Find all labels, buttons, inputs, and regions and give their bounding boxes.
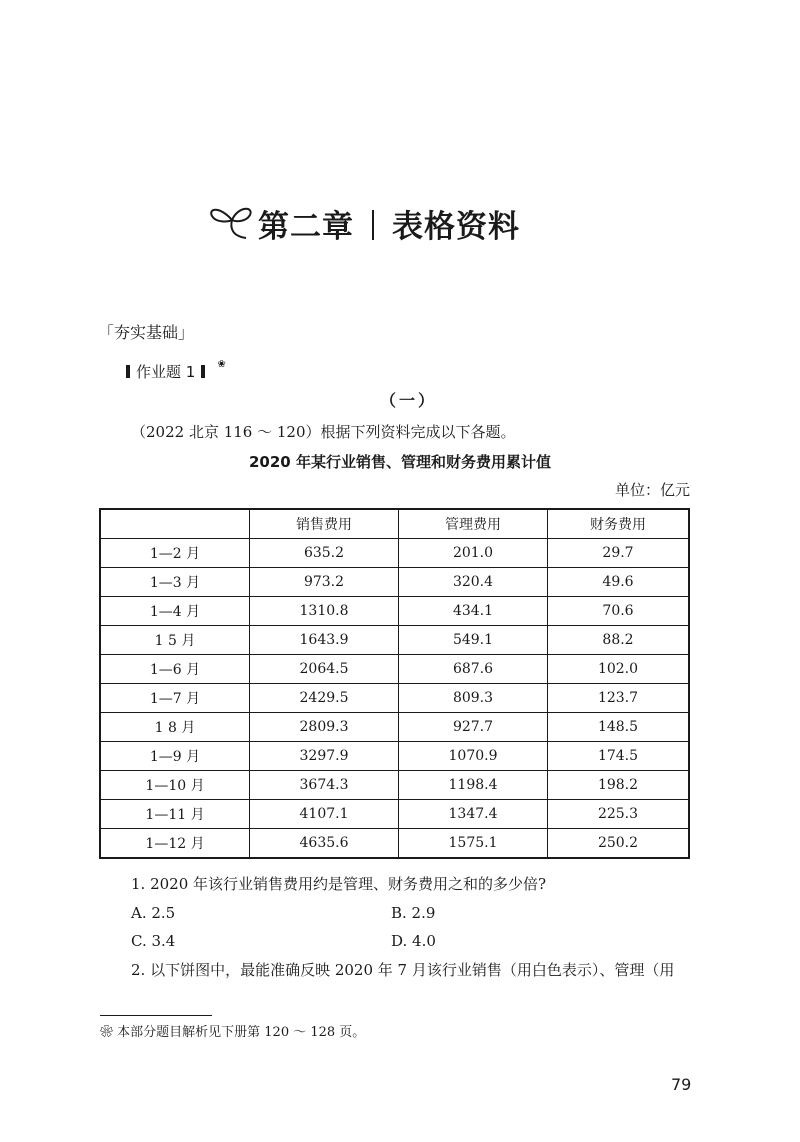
cell-management: 434.1 (399, 597, 548, 626)
table-row (100, 713, 689, 742)
part-label: （一） (380, 391, 438, 410)
flower-icon: ❀ (217, 359, 226, 370)
cell-finance: 102.0 (548, 655, 690, 684)
cell-sales: 1310.8 (250, 597, 399, 626)
cell-management: 809.3 (399, 684, 548, 713)
cell-sales: 3674.3 (250, 771, 399, 800)
cell-sales: 4107.1 (250, 800, 399, 829)
intro-text: （2022 北京 116 ～ 120）根据下列资料完成以下各题。 (131, 423, 516, 441)
cell-management: 1575.1 (399, 829, 548, 859)
cell-finance: 225.3 (548, 800, 690, 829)
header-cell-sales: 销售费用 (250, 509, 399, 539)
cell-sales: 2064.5 (250, 655, 399, 684)
option-a: A. 2.5 (131, 904, 176, 922)
cell-sales: 635.2 (250, 539, 399, 568)
cell-sales: 973.2 (250, 568, 399, 597)
task-label-text: 作业题 1 (136, 363, 196, 381)
task-bar-left (126, 365, 130, 378)
sprout-icon (206, 196, 258, 244)
option-c: C. 3.4 (131, 932, 176, 950)
task-label (120, 361, 226, 386)
table-row (100, 829, 689, 859)
table-row (100, 684, 689, 713)
footnote-text: 本部分题目解析见下册第 120 ～ 128 页。 (117, 1025, 366, 1040)
question-2: 2. 以下饼图中，最能准确反映 2020 年 7 月该行业销售（用白色表示）、管理（用 (131, 961, 675, 979)
cell-period: 1—4 月 (100, 597, 250, 626)
cell-period: 1—12 月 (100, 829, 250, 859)
cell-finance: 148.5 (548, 713, 690, 742)
header-cell-management: 管理费用 (399, 509, 548, 539)
table-row (100, 800, 689, 829)
cell-finance: 123.7 (548, 684, 690, 713)
footnote-rule (100, 1015, 212, 1016)
cell-period: 1—10 月 (100, 771, 250, 800)
table-header-row (100, 509, 689, 539)
table-row (100, 539, 689, 568)
table-row (100, 771, 689, 800)
cell-period: 1—11 月 (100, 800, 250, 829)
cell-period: 1—9 月 (100, 742, 250, 771)
header-cell-period (100, 509, 250, 539)
cell-management: 1198.4 (399, 771, 548, 800)
table-row (100, 655, 689, 684)
chapter-divider (372, 210, 374, 240)
expense-table (99, 508, 690, 859)
cell-sales: 2809.3 (250, 713, 399, 742)
section-bracket-close: 」 (178, 323, 195, 342)
cell-period: 1 8 月 (100, 713, 250, 742)
cell-management: 927.7 (399, 713, 548, 742)
cell-period: 1—2 月 (100, 539, 250, 568)
cell-finance: 29.7 (548, 539, 690, 568)
cell-management: 1347.4 (399, 800, 548, 829)
section-bracket-open: 「 (98, 323, 115, 342)
section-label (98, 322, 194, 344)
option-b: B. 2.9 (391, 904, 436, 922)
question-1: 1. 2020 年该行业销售费用约是管理、财务费用之和的多少倍? (131, 875, 547, 893)
cell-period: 1—7 月 (100, 684, 250, 713)
cell-finance: 88.2 (548, 626, 690, 655)
cell-finance: 49.6 (548, 568, 690, 597)
cell-period: 1—3 月 (100, 568, 250, 597)
cell-management: 687.6 (399, 655, 548, 684)
table-row (100, 626, 689, 655)
cell-finance: 250.2 (548, 829, 690, 859)
option-d: D. 4.0 (391, 932, 436, 950)
task-bar-right (201, 365, 205, 378)
cell-finance: 174.5 (548, 742, 690, 771)
chapter-title: 表格资料 (392, 209, 520, 245)
table-row (100, 568, 689, 597)
cell-period: 1 5 月 (100, 626, 250, 655)
chapter-heading (258, 205, 520, 249)
cell-sales: 4635.6 (250, 829, 399, 859)
table-row (100, 597, 689, 626)
header-cell-finance: 财务费用 (548, 509, 690, 539)
footnote-flower-icon: ❀ (100, 1025, 114, 1040)
cell-management: 549.1 (399, 626, 548, 655)
cell-sales: 2429.5 (250, 684, 399, 713)
cell-sales: 1643.9 (250, 626, 399, 655)
cell-finance: 198.2 (548, 771, 690, 800)
cell-sales: 3297.9 (250, 742, 399, 771)
table-unit: 单位：亿元 (614, 481, 690, 499)
cell-period: 1—6 月 (100, 655, 250, 684)
table-row (100, 742, 689, 771)
cell-finance: 70.6 (548, 597, 690, 626)
cell-management: 201.0 (399, 539, 548, 568)
chapter-number: 第二章 (258, 209, 354, 245)
table-title: 2020 年某行业销售、管理和财务费用累计值 (249, 453, 551, 471)
page-number: 79 (671, 1075, 692, 1094)
cell-management: 320.4 (399, 568, 548, 597)
footnote (100, 1024, 365, 1042)
section-label-text: 夯实基础 (114, 323, 179, 342)
cell-management: 1070.9 (399, 742, 548, 771)
